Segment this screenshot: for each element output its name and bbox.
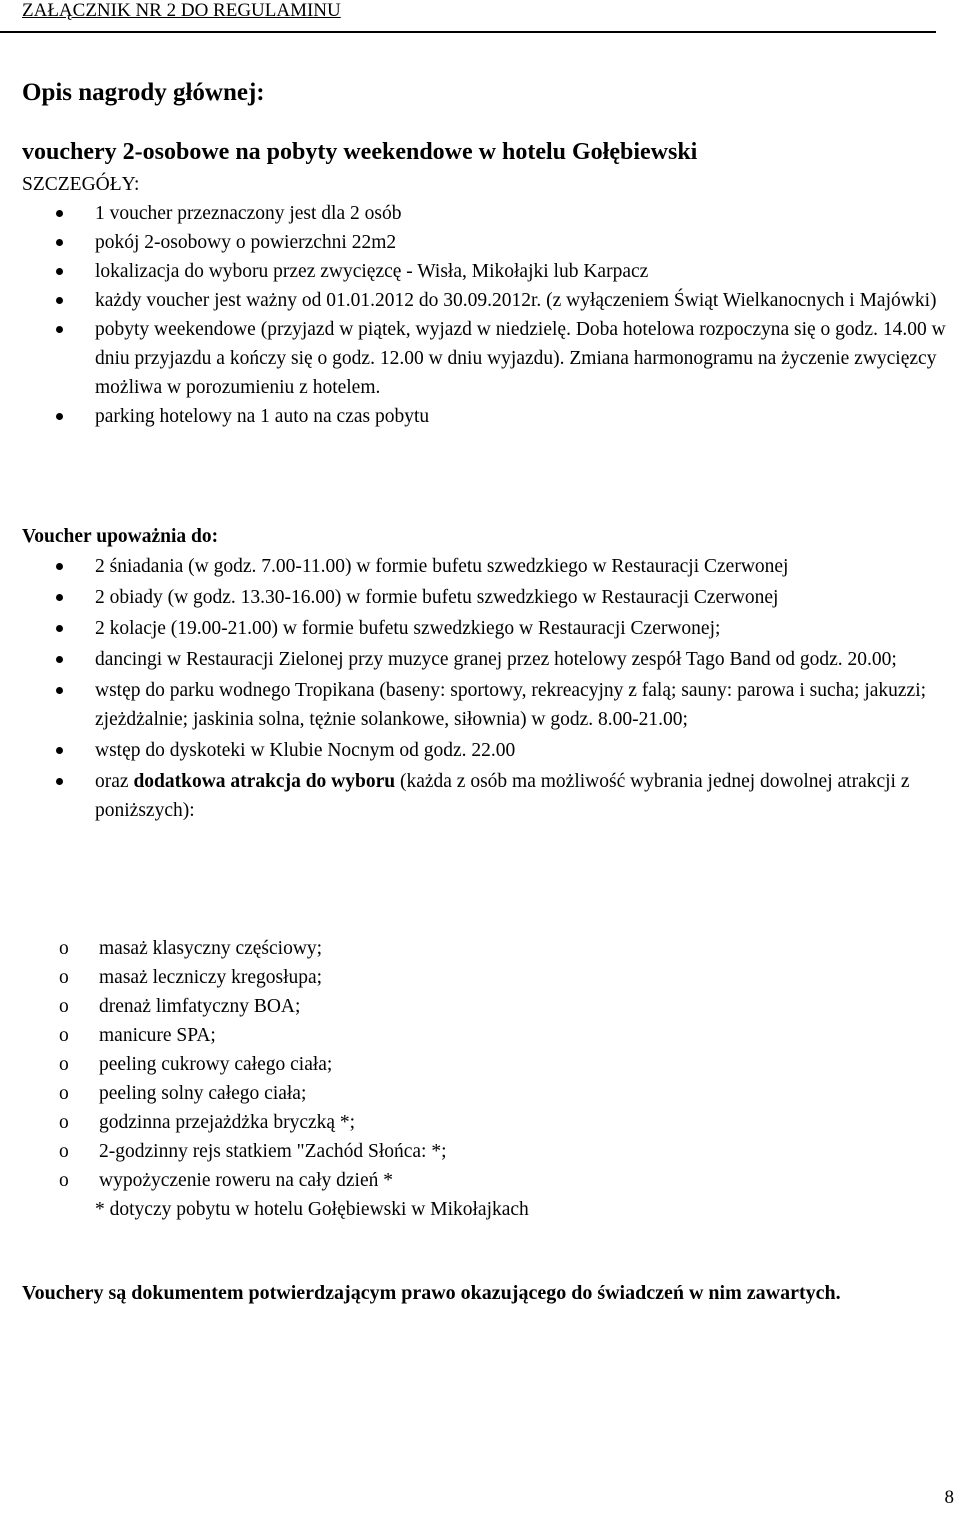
list-item: o manicure SPA;	[22, 1021, 954, 1050]
list-item: o 2-godzinny rejs statkiem "Zachód Słońca: *;	[22, 1137, 954, 1166]
extra-bold: dodatkowa atrakcja do wyboru	[133, 771, 396, 792]
list-item: każdy voucher jest ważny od 01.01.2012 do 30.09.2012r. (z wyłączeniem Świąt Wielkanocnych i Majówki)	[22, 286, 954, 315]
list-item: pokój 2-osobowy o powierzchni 22m2	[22, 228, 954, 257]
list-item: 2 kolacje (19.00-21.00) w formie bufetu szwedzkiego w Restauracji Czerwonej;	[22, 614, 954, 643]
sub-bullet: o	[59, 1054, 69, 1075]
list-item: wstęp do dyskoteki w Klubie Nocnym od godz. 22.00	[22, 736, 954, 765]
voucher-label: Voucher upoważnia do:	[22, 526, 219, 547]
sub-bullet: o	[59, 1083, 69, 1104]
list-item: pobyty weekendowe (przyjazd w piątek, wyjazd w niedzielę. Doba hotelowa rozpoczyna się o godz. 14.00 w dniu przyjazdu a kończy się o godz. 12.00 w dniu wyjazdu). Zmiana harmonogramu na życzenie zwycięzcy możliwa w porozumieniu z hotelem.	[22, 315, 954, 402]
list-item: parking hotelowy na 1 auto na czas pobytu	[22, 402, 954, 431]
list-item: lokalizacja do wyboru przez zwycięzcę - Wisła, Mikołajki lub Karpacz	[22, 257, 954, 286]
sub-bullet: o	[59, 967, 69, 988]
list-item-extra-attraction	[22, 767, 954, 825]
extra-suffix: (każda z osób ma możliwość wybrania jednej dowolnej atrakcji z poniższych):	[95, 771, 910, 821]
list-item: 2 obiady (w godz. 13.30-16.00) w formie bufetu szwedzkiego w Restauracji Czerwonej	[22, 583, 954, 612]
page-number: 8	[944, 1487, 954, 1508]
voucher-list	[22, 552, 954, 825]
sub-bullet: o	[59, 1170, 69, 1191]
list-item: o peeling cukrowy całego ciała;	[22, 1050, 954, 1079]
list-item: o wypożyczenie roweru na cały dzień *	[22, 1166, 954, 1195]
list-item: o drenaż limfatyczny BOA;	[22, 992, 954, 1021]
list-item: o godzinna przejażdżka bryczką *;	[22, 1108, 954, 1137]
final-statement: Vouchery są dokumentem potwierdzającym prawo okazującego do świadczeń w nim zawartych.	[22, 1282, 841, 1304]
attractions-list	[22, 934, 954, 1224]
sub-bullet: o	[59, 996, 69, 1017]
prize-title: vouchery 2-osobowe na pobyty weekendowe w hotelu Gołębiewski	[22, 139, 698, 165]
document-header: ZAŁĄCZNIK NR 2 DO REGULAMINU	[22, 0, 341, 21]
list-item: wstęp do parku wodnego Tropikana (baseny: sportowy, rekreacyjny z falą; sauny: parowa i sucha; jakuzzi; zjeżdżalnie; jaskinia solna, tężnie solankowe, siłownia) w godz. 8.00-21.00;	[22, 676, 954, 734]
header-rule	[0, 31, 936, 33]
list-item: dancingi w Restauracji Zielonej przy muzyce granej przez hotelowy zespół Tago Band od godz. 20.00;	[22, 645, 954, 674]
sub-bullet: o	[59, 938, 69, 959]
details-list	[22, 199, 954, 431]
list-item: 2 śniadania (w godz. 7.00-11.00) w formie bufetu szwedzkiego w Restauracji Czerwonej	[22, 552, 954, 581]
details-label: SZCZEGÓŁY:	[22, 174, 140, 195]
sub-bullet: o	[59, 1025, 69, 1046]
list-item: o peeling solny całego ciała;	[22, 1079, 954, 1108]
section-title: Opis nagrody głównej:	[22, 79, 265, 106]
footnote: * dotyczy pobytu w hotelu Gołębiewski w Mikołajkach	[95, 1199, 529, 1220]
extra-prefix: oraz	[95, 771, 134, 792]
list-item: 1 voucher przeznaczony jest dla 2 osób	[22, 199, 954, 228]
list-item: o masaż klasyczny częściowy;	[22, 934, 954, 963]
sub-bullet: o	[59, 1112, 69, 1133]
list-item: o masaż leczniczy kregosłupa;	[22, 963, 954, 992]
sub-bullet: o	[59, 1141, 69, 1162]
